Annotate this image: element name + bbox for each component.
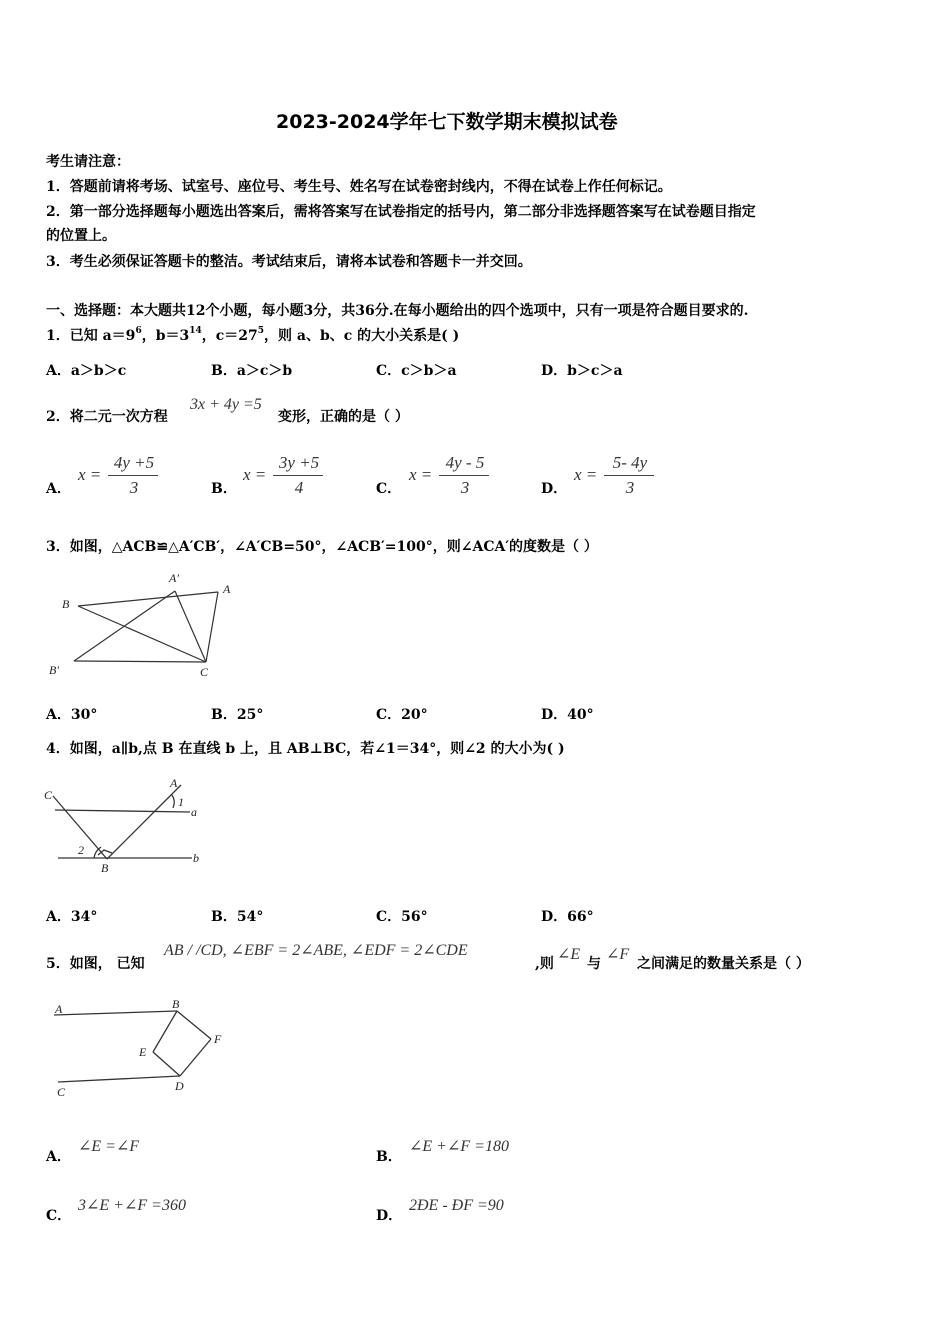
- page-title: 2023-2024学年七下数学期末模拟试卷: [276, 111, 618, 133]
- notice-heading: 考生请注意：: [46, 154, 130, 170]
- q2-option-d-fraction[interactable]: [574, 453, 654, 497]
- q5-option-a[interactable]: ∠E =∠F: [78, 1138, 140, 1155]
- q2-option-c-letter[interactable]: C．: [376, 481, 402, 497]
- fraction-denominator: 3: [129, 478, 139, 497]
- line-AB: [54, 1011, 177, 1015]
- segment-AC: [206, 592, 218, 662]
- label-A-prime: A′: [169, 571, 179, 585]
- q4-option-c[interactable]: C．56°: [376, 909, 428, 925]
- q2-option-a-letter[interactable]: A．: [46, 481, 71, 497]
- q1-option-b[interactable]: B．a＞c＞b: [211, 363, 293, 379]
- q5-option-b[interactable]: ∠E +∠F =180: [409, 1138, 509, 1155]
- notice-item: 3．考生必须保证答题卡的整洁。考试结束后，请将本试卷和答题卡一并交回。: [46, 254, 532, 270]
- q4-option-d[interactable]: D．66°: [541, 909, 594, 925]
- label-B: B: [172, 997, 180, 1011]
- segment-FD: [180, 1039, 211, 1076]
- fraction-bar: [604, 475, 654, 476]
- q2-option-d-letter[interactable]: D．: [541, 481, 568, 497]
- label-C: C: [57, 1085, 66, 1099]
- fraction-numerator: 5- 4y: [612, 453, 648, 472]
- label-1: 1: [178, 795, 184, 809]
- segment-B'C: [74, 661, 206, 662]
- question-4-stem: 4．如图，a∥b,点 B 在直线 b 上，且 AB⊥BC，若∠1＝34°，则∠2 的大小为( ): [46, 741, 565, 757]
- question-1-stem: 1．已知 $a=9^6$，$b=3^{14}$，$c=27^5$，则 a、b、c 的大小关系是( ): [46, 326, 460, 344]
- label-A: A: [55, 1002, 63, 1016]
- fraction-bar: [439, 475, 489, 476]
- label-a: a: [191, 805, 197, 819]
- q1-option-d[interactable]: D．b＞c＞a: [541, 363, 623, 379]
- q2-option-c-fraction[interactable]: [409, 453, 489, 497]
- q5-option-a-letter[interactable]: A．: [46, 1149, 71, 1165]
- segment-BE: [153, 1011, 177, 1052]
- fraction-bar: [273, 475, 323, 476]
- question-5-stem-pre: 5．如图， 已知: [46, 956, 145, 972]
- label-2: 2: [78, 843, 84, 857]
- q5-figure: [44, 995, 244, 1105]
- q2-option-b-fraction[interactable]: [243, 453, 323, 497]
- segment-ED: [153, 1052, 180, 1076]
- q1-option-c[interactable]: C．c＞b＞a: [376, 363, 457, 379]
- q3-figure: [40, 565, 250, 685]
- q2-option-a-fraction[interactable]: [78, 453, 158, 497]
- q5-stem-and: 与: [587, 956, 601, 972]
- question-5-stem-post: 之间满足的数量关系是（ ）: [637, 956, 810, 972]
- segment-BF: [177, 1011, 211, 1039]
- q3-option-b[interactable]: B．25°: [211, 707, 264, 723]
- q5-option-c-letter[interactable]: C．: [46, 1208, 72, 1224]
- fraction-denominator: 4: [294, 478, 304, 497]
- fraction-lhs: x =: [409, 465, 433, 484]
- fraction-lhs: x =: [574, 465, 598, 484]
- fraction-lhs: x =: [243, 465, 267, 484]
- q5-angle-e: ∠E: [557, 946, 581, 963]
- question-2-stem-post: 变形，正确的是（ ）: [278, 409, 409, 425]
- q5-option-c[interactable]: 3∠E +∠F =360: [78, 1197, 186, 1214]
- q5-option-d-letter[interactable]: D．: [376, 1208, 403, 1224]
- q5-stem-mid: ,则: [535, 956, 554, 972]
- fraction-denominator: 3: [625, 478, 635, 497]
- label-B: B: [62, 597, 70, 611]
- q3-option-c[interactable]: C．20°: [376, 707, 428, 723]
- q5-option-b-letter[interactable]: B．: [376, 1149, 402, 1165]
- line-a: [55, 810, 190, 812]
- notice-item: 1．答题前请将考场、试室号、座位号、考生号、姓名写在试卷密封线内，不得在试卷上作任何标记。: [46, 179, 672, 195]
- segment-A'C: [175, 591, 206, 662]
- q5-angle-f: ∠F: [606, 946, 630, 963]
- segment-BA: [78, 592, 218, 606]
- q5-option-d[interactable]: 2ÐE - ÐF =90: [409, 1197, 504, 1214]
- question-2-stem-pre: 2．将二元一次方程: [46, 409, 168, 425]
- fraction-bar: [108, 475, 158, 476]
- label-C: C: [44, 788, 53, 802]
- q3-option-d[interactable]: D．40°: [541, 707, 594, 723]
- segment-BA: [107, 785, 181, 859]
- label-F: F: [214, 1032, 222, 1046]
- fraction-denominator: 3: [460, 478, 470, 497]
- fraction-numerator: 4y +5: [113, 453, 155, 472]
- q4-figure: [40, 775, 215, 885]
- label-b: b: [193, 851, 199, 865]
- q1-option-a[interactable]: A．a＞b＞c: [46, 363, 127, 379]
- section-heading: 一、选择题：本大题共12个小题，每小题3分，共36分.在每小题给出的四个选项中，只有一项是符合题目要求的.: [46, 303, 749, 319]
- notice-item: 的位置上。: [46, 228, 116, 244]
- fraction-lhs: x =: [78, 465, 102, 484]
- q2-option-b-letter[interactable]: B．: [211, 481, 237, 497]
- label-B-prime: B′: [49, 663, 59, 677]
- fraction-numerator: 3y +5: [278, 453, 320, 472]
- line-CD: [58, 1076, 180, 1082]
- label-C: C: [200, 665, 209, 679]
- label-A: A: [223, 582, 231, 596]
- label-D: D: [175, 1079, 184, 1093]
- fraction-numerator: 4y - 5: [445, 453, 485, 472]
- label-E: E: [139, 1045, 147, 1059]
- q4-option-a[interactable]: A．34°: [46, 909, 98, 925]
- question-3-stem: 3．如图，△ACB≌△A′CB′，∠A′CB=50°，∠ACB′=100°，则∠ACA′的度数是（ ）: [46, 539, 598, 555]
- angle-1-arc: [172, 795, 174, 808]
- q2-equation: 3x + 4y =5: [190, 396, 262, 413]
- q5-condition: AB / /CD, ∠EBF = 2∠ABE, ∠EDF = 2∠CDE: [164, 942, 468, 959]
- q4-option-b[interactable]: B．54°: [211, 909, 264, 925]
- label-B: B: [101, 861, 109, 875]
- notice-item: 2．第一部分选择题每小题选出答案后，需将答案写在试卷指定的括号内，第二部分非选择题答案写在试卷题目指定: [46, 204, 756, 220]
- label-A: A: [170, 776, 178, 790]
- q3-option-a[interactable]: A．30°: [46, 707, 98, 723]
